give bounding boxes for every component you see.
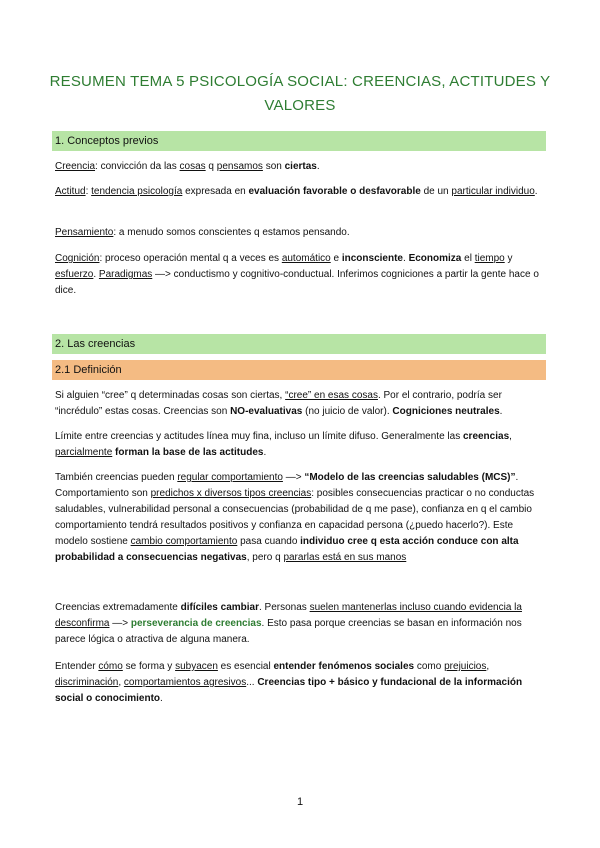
paragraph-perseverancia: Creencias extremadamente difíciles cambiar. Personas suelen mantenerlas incluso cuando evidencia la desconfirma —> perseverancia de creencias. Esto pasa porque creencias se basan en información nos parece lógica o atractiva de alguna manera. (55, 602, 522, 645)
subsection-heading-definicion: 2.1 Definición (52, 360, 546, 380)
paragraph-creencia: Creencia: convicción da las cosas q pensamos son ciertas. (55, 161, 320, 172)
paragraph-actitud: Actitud: tendencia psicología expresada en evaluación favorable o desfavorable de un particular individuo. (55, 186, 538, 197)
paragraph-limite: Límite entre creencias y actitudes línea muy fina, incluso un límite difuso. Generalmente las creencias, parcialmente forman la base de las actitudes. (55, 431, 512, 458)
paragraph-pensamiento: Pensamiento: a menudo somos conscientes q estamos pensando. (55, 227, 350, 238)
term-actitud: Actitud (55, 186, 86, 197)
term-creencia: Creencia (55, 161, 96, 172)
section-heading-conceptos: 1. Conceptos previos (52, 131, 546, 151)
paragraph-cognicion: Cognición: proceso operación mental q a veces es automático e inconsciente. Economiza el tiempo y esfuerzo. Paradigmas —> conductismo y cognitivo-conductual. Inferimos cogniciones a partir la gente hace o dice. (55, 253, 539, 296)
section-heading-creencias: 2. Las creencias (52, 334, 546, 354)
page-number: 1 (296, 796, 304, 808)
paragraph-definicion: Si alguien “cree” q determinadas cosas son ciertas, “cree” en esas cosas. Por el contrario, podría ser “incrédulo” estas cosas. Creencias son NO-evaluativas (no juicio de valor). Cogniciones neutrales. (55, 390, 503, 417)
term-pensamiento: Pensamiento (55, 227, 114, 238)
document-title: RESUMEN TEMA 5 PSICOLOGÍA SOCIAL: CREENCIAS, ACTITUDES Y VALORES (49, 73, 551, 114)
paragraph-entender: Entender cómo se forma y subyacen es esencial entender fenómenos sociales como prejuicios, discriminación, comportamientos agresivos... Creencias tipo + básico y fundacional de la información social o conocimiento. (55, 661, 523, 704)
paragraph-mcs: También creencias pueden regular comportamiento —> “Modelo de las creencias saludables (MCS)”. Comportamiento son predichos x diversos tipos creencias: posibles consecuencias practicar o no conductas saludables, vulnerabilidad personal a consecuencias (probabilidad de q me pase), confianza en q el cambio comportamiento tendrá resultados positivos y confianza en capacidad persona (¿puedo hacerlo?). Este modelo sostiene cambio comportamiento pasa cuando individuo cree q esta acción conduce con alta probabilidad a consecuencias negativas, pero q pararlas está en sus manos (55, 472, 535, 563)
term-cognicion: Cognición (55, 253, 100, 264)
